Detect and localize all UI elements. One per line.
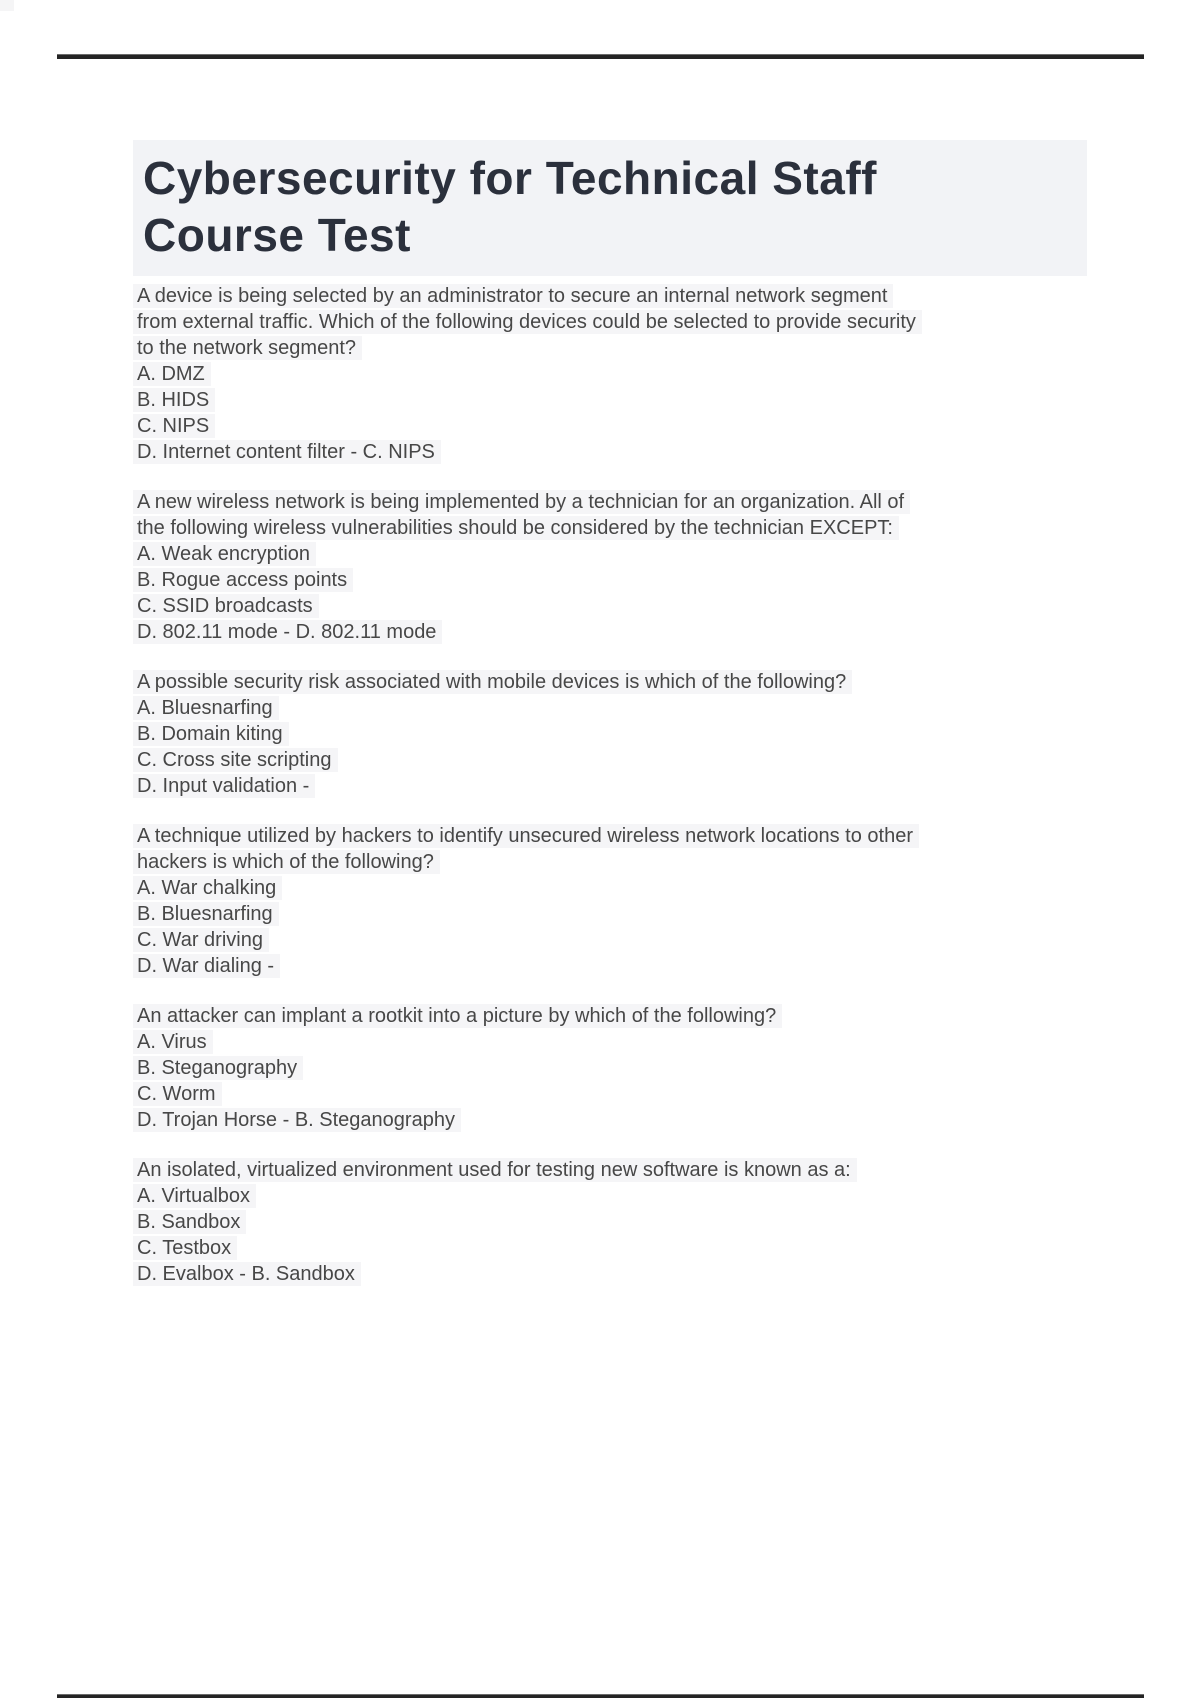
page-title-line-2: Course Test <box>143 209 411 261</box>
question-line-text: A. Weak encryption <box>133 542 316 566</box>
question-block <box>137 1157 1097 1287</box>
question-line <box>137 1261 1097 1287</box>
question-block <box>137 669 1097 799</box>
question-line-text: D. Input validation - <box>133 774 315 798</box>
question-line-text: C. NIPS <box>133 414 215 438</box>
question-line-text: the following wireless vulnerabilities should be considered by the technician EXCEPT: <box>133 516 899 540</box>
question-line <box>137 1209 1097 1235</box>
question-line-text: B. Domain kiting <box>133 722 289 746</box>
question-line-text: An isolated, virtualized environment used for testing new software is known as a: <box>133 1158 857 1182</box>
question-line-text: C. Testbox <box>133 1236 237 1260</box>
question-line-text: B. Bluesnarfing <box>133 902 279 926</box>
question-line <box>137 1235 1097 1261</box>
question-line <box>137 823 1097 849</box>
page-title-line-1: Cybersecurity for Technical Staff <box>143 152 877 204</box>
question-block <box>137 489 1097 645</box>
question-line-text: C. Cross site scripting <box>133 748 338 772</box>
question-line-text: B. Rogue access points <box>133 568 353 592</box>
question-line-text: A technique utilized by hackers to identify unsecured wireless network locations to other <box>133 824 919 848</box>
question-line-text: A. Bluesnarfing <box>133 696 279 720</box>
question-line <box>137 721 1097 747</box>
question-line-text: A new wireless network is being implemented by a technician for an organization. All of <box>133 490 910 514</box>
question-line <box>137 387 1097 413</box>
question-line <box>137 1081 1097 1107</box>
question-line <box>137 953 1097 979</box>
question-line-text: A device is being selected by an administrator to secure an internal network segment <box>133 284 893 308</box>
question-line-text: C. War driving <box>133 928 269 952</box>
question-line-text: D. Internet content filter - C. NIPS <box>133 440 441 464</box>
question-line <box>137 849 1097 875</box>
question-line <box>137 1029 1097 1055</box>
questions <box>137 283 1097 1311</box>
question-line-text: D. Evalbox - B. Sandbox <box>133 1262 361 1286</box>
question-line <box>137 515 1097 541</box>
question-line-text: An attacker can implant a rootkit into a picture by which of the following? <box>133 1004 782 1028</box>
question-line <box>137 1055 1097 1081</box>
question-block <box>137 823 1097 979</box>
question-line <box>137 901 1097 927</box>
question-line <box>137 1157 1097 1183</box>
question-line-text: B. Steganography <box>133 1056 303 1080</box>
question-line-text: to the network segment? <box>133 336 362 360</box>
scan-corner-artifact <box>0 0 14 11</box>
question-line-text: A. Virus <box>133 1030 213 1054</box>
question-line-text: hackers is which of the following? <box>133 850 440 874</box>
question-line-text: A. Virtualbox <box>133 1184 256 1208</box>
question-line <box>137 875 1097 901</box>
question-line-text: A possible security risk associated with mobile devices is which of the following? <box>133 670 852 694</box>
question-block <box>137 283 1097 465</box>
question-line-text: B. HIDS <box>133 388 215 412</box>
question-line <box>137 695 1097 721</box>
question-line <box>137 619 1097 645</box>
question-line-text: C. Worm <box>133 1082 222 1106</box>
bottom-horizontal-rule <box>57 1694 1144 1698</box>
question-line <box>137 413 1097 439</box>
question-line <box>137 773 1097 799</box>
question-line-text: C. SSID broadcasts <box>133 594 319 618</box>
question-line <box>137 669 1097 695</box>
question-line <box>137 1107 1097 1133</box>
question-line <box>137 1183 1097 1209</box>
question-line-text: D. Trojan Horse - B. Steganography <box>133 1108 461 1132</box>
question-line-text: D. War dialing - <box>133 954 280 978</box>
question-block <box>137 1003 1097 1133</box>
question-line <box>137 1003 1097 1029</box>
question-line <box>137 747 1097 773</box>
question-line-text: A. DMZ <box>133 362 211 386</box>
question-line <box>137 283 1097 309</box>
question-line <box>137 927 1097 953</box>
question-line-text: from external traffic. Which of the following devices could be selected to provide security <box>133 310 922 334</box>
question-line-text: B. Sandbox <box>133 1210 246 1234</box>
question-line <box>137 335 1097 361</box>
question-line <box>137 439 1097 465</box>
top-horizontal-rule <box>57 54 1144 59</box>
question-line-text: A. War chalking <box>133 876 282 900</box>
question-line <box>137 361 1097 387</box>
question-line <box>137 309 1097 335</box>
question-line <box>137 489 1097 515</box>
question-line <box>137 567 1097 593</box>
page-title <box>133 140 1087 276</box>
question-line <box>137 593 1097 619</box>
question-line-text: D. 802.11 mode - D. 802.11 mode <box>133 620 442 644</box>
question-line <box>137 541 1097 567</box>
